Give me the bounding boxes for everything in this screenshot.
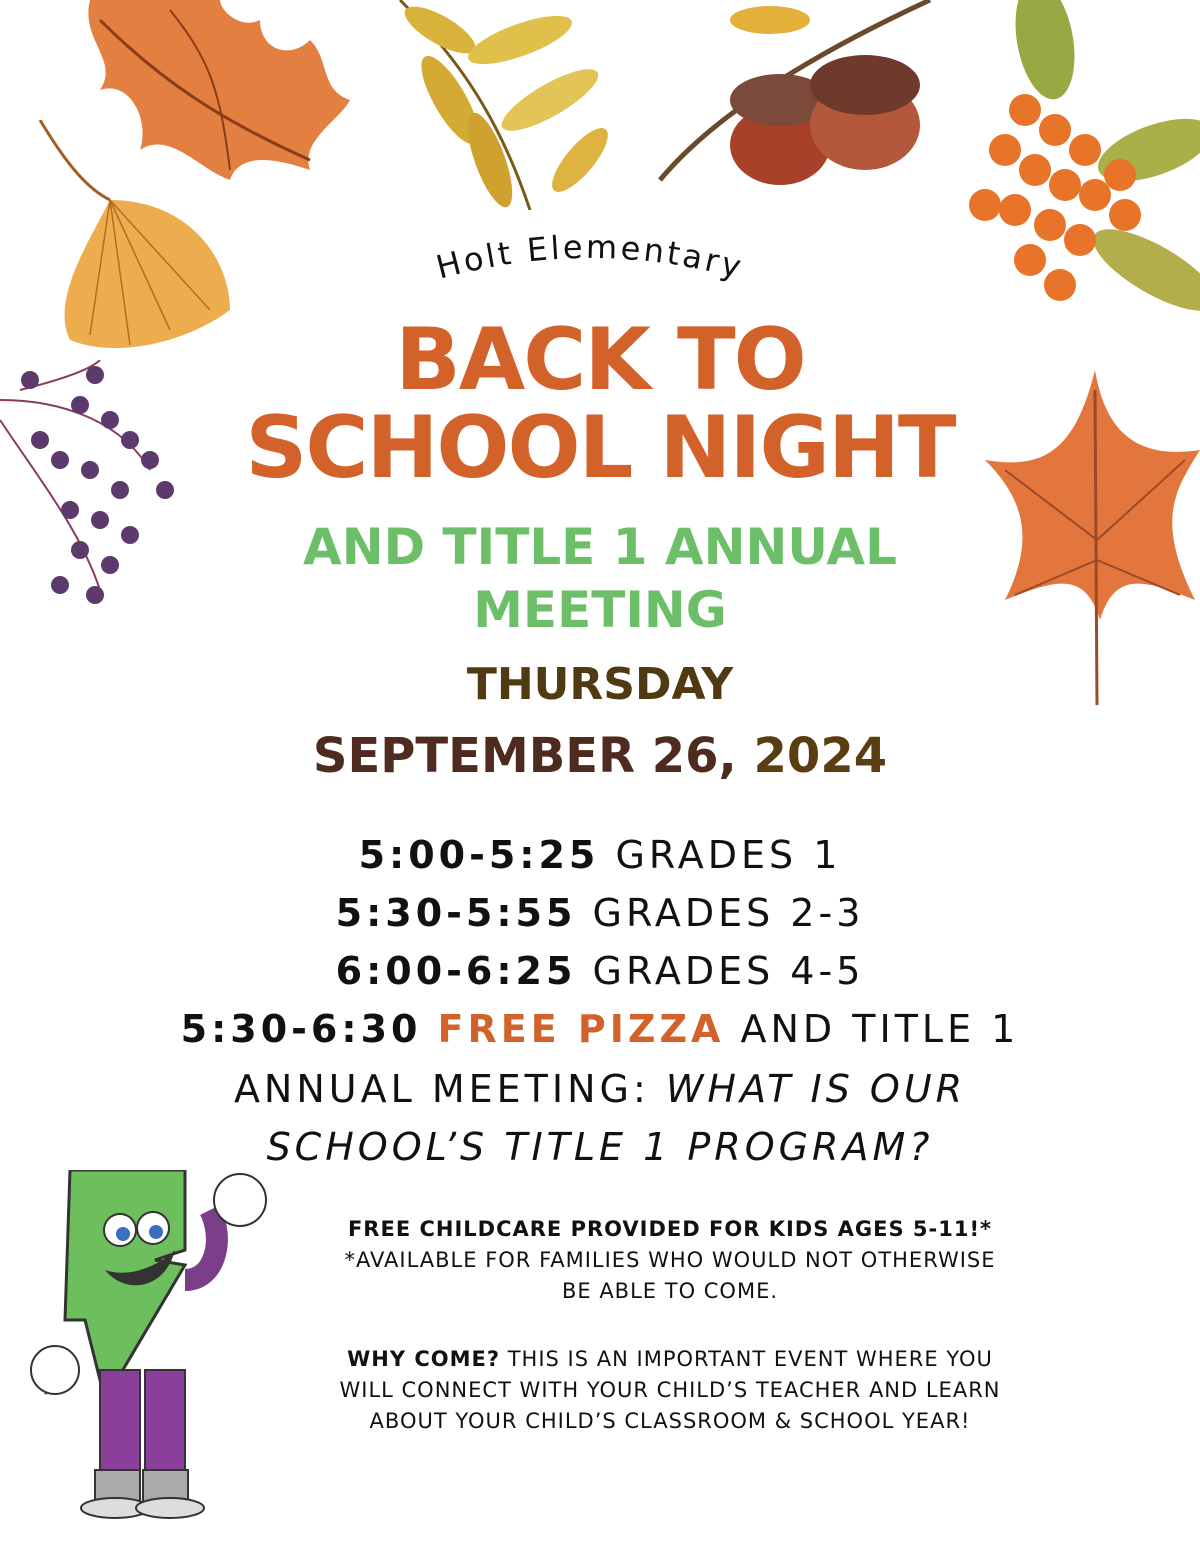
childcare-heading: FREE CHILDCARE PROVIDED FOR KIDS AGES 5-11!* (347, 1217, 993, 1241)
free-pizza-highlight: FREE PIZZA (437, 1007, 725, 1051)
meeting-question-line (0, 1118, 1200, 1176)
fern-leaf-icon (380, 0, 640, 210)
event-date (0, 728, 1200, 784)
mascot-icon (25, 1170, 275, 1520)
pizza-rest: AND TITLE 1 (740, 1007, 1020, 1051)
why-line1: WHY COME? THIS IS AN IMPORTANT EVENT WHERE YOU (347, 1347, 993, 1371)
schedule-time: 5:30-5:55 (335, 891, 577, 935)
schedule-row (0, 884, 1200, 942)
meeting-label: ANNUAL MEETING: (233, 1067, 650, 1111)
why-line2: WILL CONNECT WITH YOUR CHILD’S TEACHER AND LEARN (339, 1378, 1001, 1402)
meeting-question-part2: SCHOOL’S TITLE 1 PROGRAM? (266, 1125, 934, 1169)
pizza-row (0, 1000, 1200, 1058)
title-line-1: BACK TO (395, 310, 805, 410)
date-year: 2024 (753, 728, 888, 784)
why-label: WHY COME? (347, 1347, 501, 1371)
subtitle-line-1: AND TITLE 1 ANNUAL (303, 518, 897, 576)
schedule-row (0, 826, 1200, 884)
berry-cluster-icon (955, 0, 1200, 350)
meeting-line (0, 1060, 1200, 1118)
schedule-label: GRADES 4-5 (592, 949, 865, 993)
childcare-note-line1: *AVAILABLE FOR FAMILIES WHO WOULD NOT OTHERWISE (344, 1248, 996, 1272)
meeting-question-part1: WHAT IS OUR (665, 1067, 967, 1111)
date-month-day: SEPTEMBER 26, (312, 728, 737, 784)
schedule-label: GRADES 2-3 (592, 891, 865, 935)
schedule-time: 5:00-5:25 (358, 833, 600, 877)
why-line3: ABOUT YOUR CHILD’S CLASSROOM & SCHOOL YEAR! (369, 1409, 971, 1433)
childcare-block (270, 1214, 1070, 1307)
schedule-row (0, 942, 1200, 1000)
schedule-label: GRADES 1 (615, 833, 842, 877)
subtitle-line-2: MEETING (473, 581, 727, 639)
why-block (270, 1344, 1070, 1437)
event-day: THURSDAY (466, 659, 734, 710)
acorn-icon (650, 0, 940, 200)
title-line-2: SCHOOL NIGHT (245, 398, 955, 498)
school-name (400, 228, 780, 298)
childcare-note-line2: BE ABLE TO COME. (561, 1279, 779, 1303)
svg-text:Holt Elementary: Holt Elementary (432, 228, 748, 287)
schedule-time: 6:00-6:25 (335, 949, 577, 993)
pizza-time: 5:30-6:30 (180, 1007, 422, 1051)
